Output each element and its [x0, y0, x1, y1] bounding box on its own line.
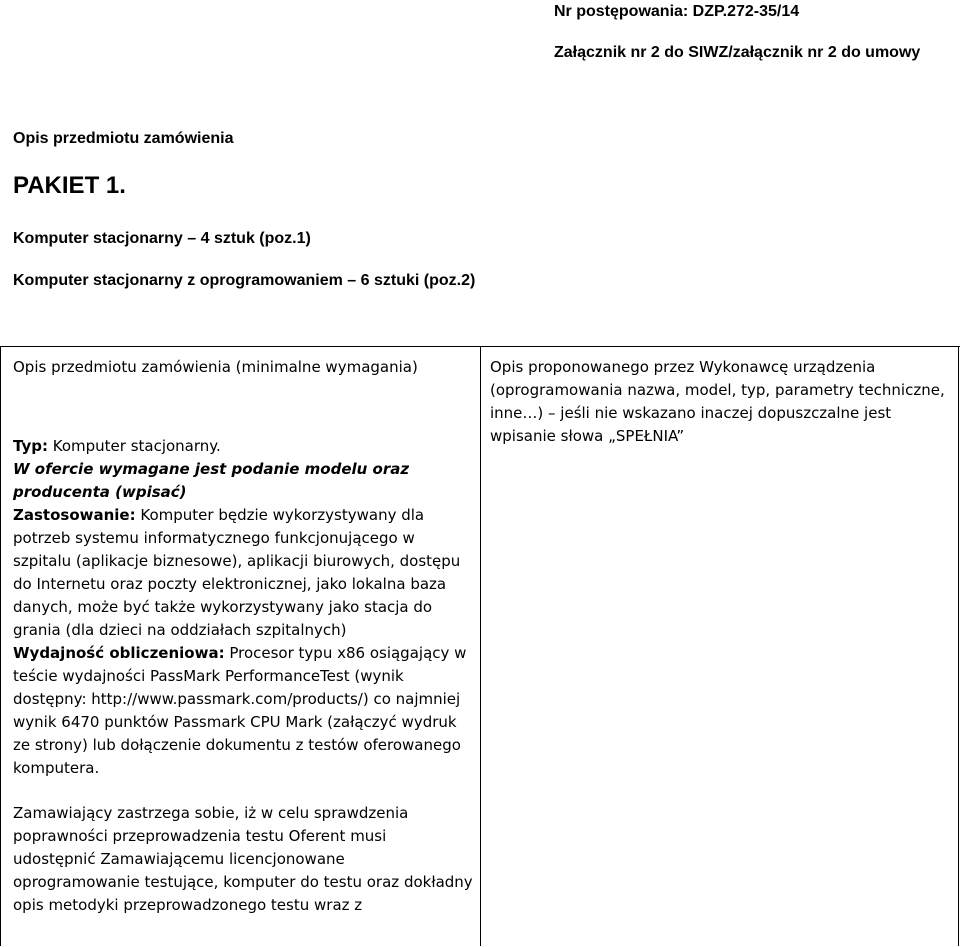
package-title: PAKIET 1.	[13, 172, 126, 199]
attachment-title: Załącznik nr 2 do SIWZ/załącznik nr 2 do umowy	[554, 44, 921, 61]
procedure-number: Nr postępowania: DZP.272-35/14	[554, 3, 800, 20]
item-line-1: Komputer stacjonarny – 4 sztuk (poz.1)	[13, 230, 311, 247]
type-label: Typ:	[13, 437, 48, 455]
offer-description-cell	[490, 356, 950, 448]
subject-heading: Opis przedmiotu zamówienia	[13, 130, 234, 147]
table-column-divider	[480, 346, 481, 946]
type-value: Komputer stacjonarny.	[47, 437, 221, 455]
type-line	[13, 435, 473, 458]
requirements-cell	[13, 356, 473, 917]
reservation-paragraph: Zamawiający zastrzega sobie, iż w celu sprawdzenia poprawności przeprowadzenia testu Oferent musi udostępnić Zamawiającemu licencjonowane oprogramowanie testujące, komputer do testu oraz dokładny opis metodyki przeprowadzonego testu wraz z	[13, 804, 473, 914]
performance-label: Wydajność obliczeniowa:	[13, 644, 225, 662]
offer-note: W ofercie wymagane jest podanie modelu oraz producenta (wpisać)	[13, 460, 410, 501]
usage-paragraph	[13, 504, 473, 642]
table-border-right	[958, 346, 959, 946]
requirements-header: Opis przedmiotu zamówienia (minimalne wymagania)	[13, 358, 418, 376]
item-line-2: Komputer stacjonarny z oprogramowaniem – 6 sztuki (poz.2)	[13, 272, 476, 289]
performance-value: Procesor typu x86 osiągający w teście wydajności PassMark PerformanceTest (wynik dostępny: http://www.passmark.com/products/) co najmniej wynik 6470 punktów Passmark CPU Mark (załączyć wydruk ze strony) lub dołączenie dokumentu z testów oferowanego komputera.	[13, 644, 467, 777]
table-border-left	[0, 346, 1, 946]
offer-description-header: Opis proponowanego przez Wykonawcę urządzenia (oprogramowania nazwa, model, typ, parametry techniczne, inne…) – jeśli nie wskazano inaczej dopuszczalne jest wpisanie słowa „SPEŁNIA”	[490, 358, 945, 445]
usage-label: Zastosowanie:	[13, 506, 136, 524]
usage-value: Komputer będzie wykorzystywany dla potrzeb systemu informatycznego funkcjonującego w szpitalu (aplikacje biznesowe), aplikacji biurowych, dostępu do Internetu oraz poczty elektronicznej, jako lokalna baza danych, może być także wykorzystywany jako stacja do grania (dla dzieci na oddziałach szpitalnych)	[13, 506, 461, 639]
performance-paragraph	[13, 642, 473, 780]
